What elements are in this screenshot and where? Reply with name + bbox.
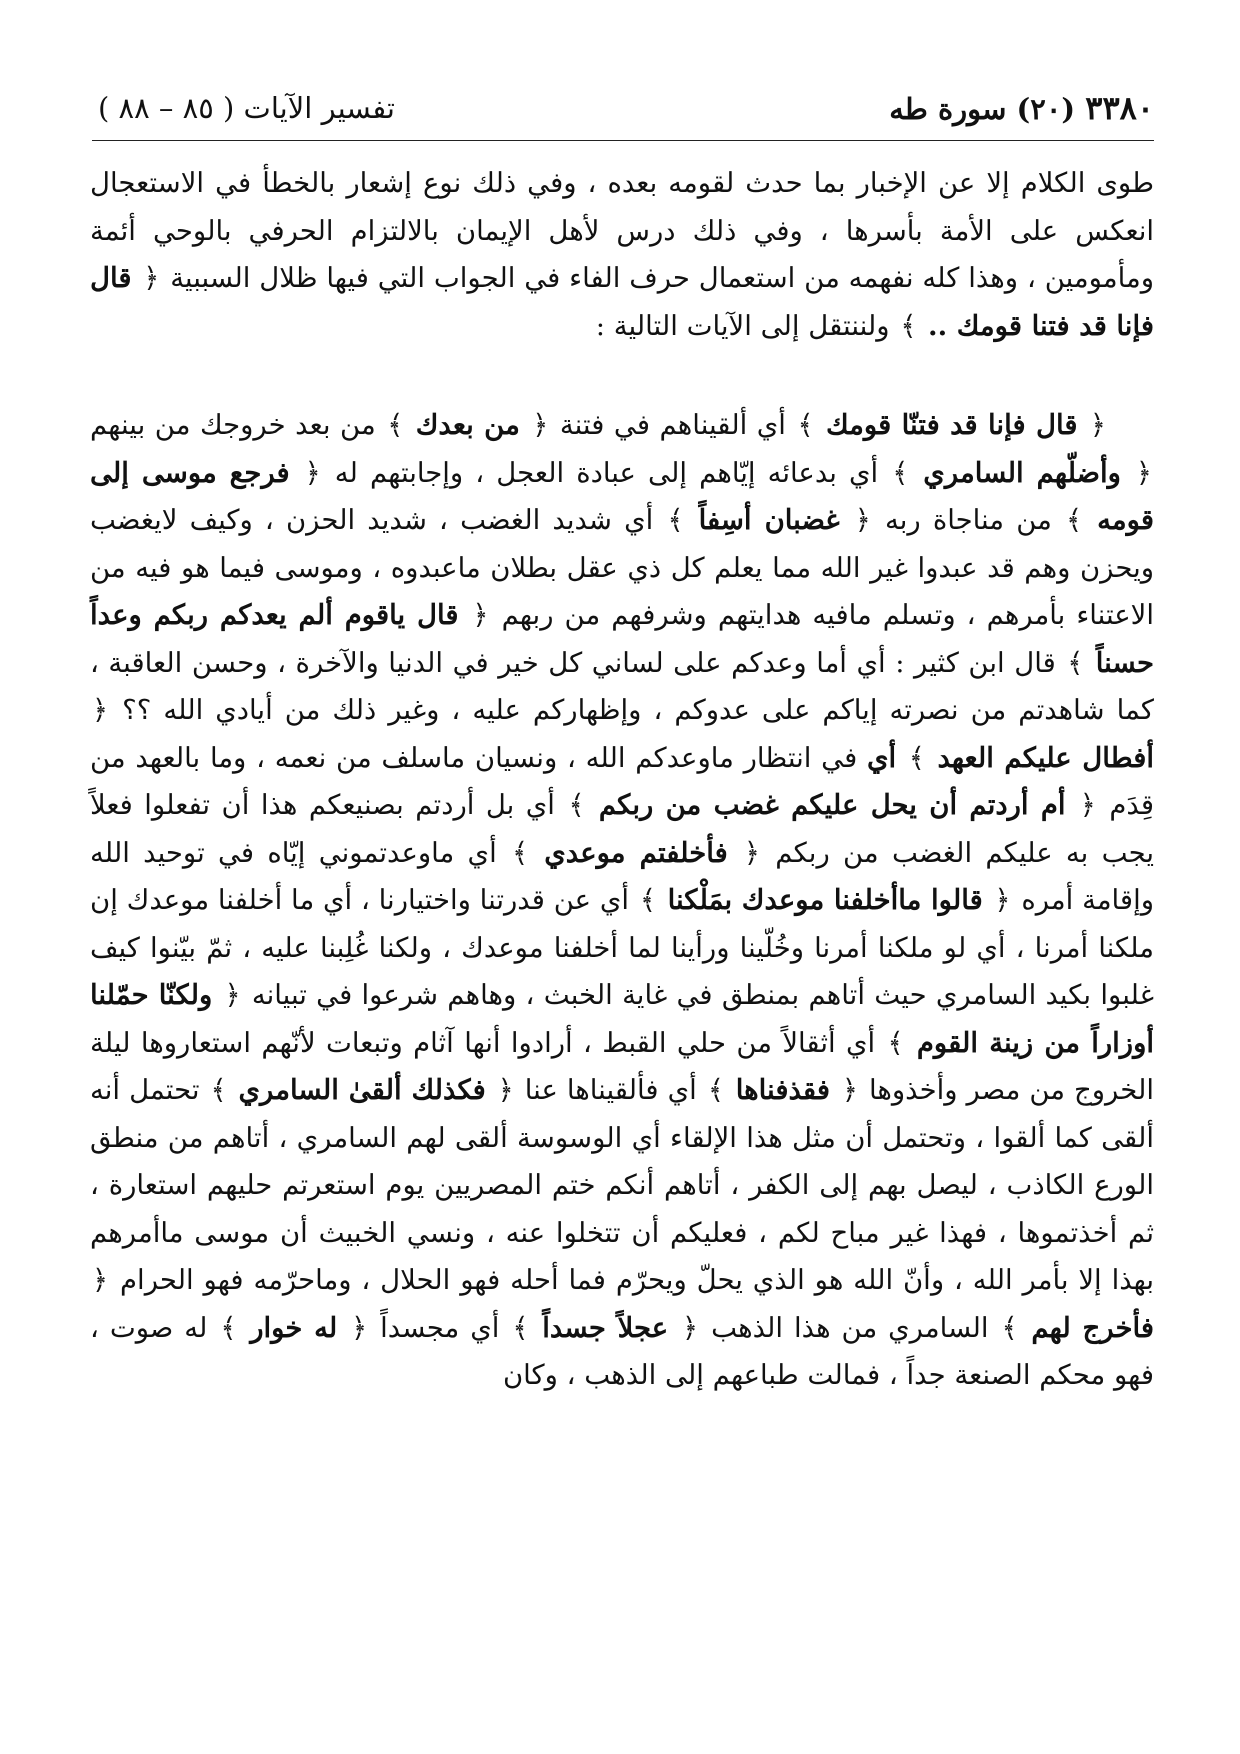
commentary-text: طوى الكلام إلا عن الإخبار بما حدث لقومه بعده ، وفي ذلك نوع إشعار بالخطأ في الاستعجال انعكس على الأمة بأسرها ، وفي ذلك درس لأهل الإيمان بالالتزام الحرفي بالوحي أئمة ومأمومين ، وهذا كله نفهمه من استعمال حرف الفاء في الجواب التي فيها ظلال السببية xyxy=(90,167,1154,294)
running-header xyxy=(98,80,1154,136)
quran-bracket: ﴾ xyxy=(707,1074,724,1106)
quran-bracket: ﴾ xyxy=(387,409,404,441)
quran-quote: أي xyxy=(866,741,907,774)
quran-quote: أفطال عليكم العهد xyxy=(926,741,1155,774)
quran-quote: فرجع موسى إلى قومه xyxy=(90,456,1155,536)
commentary-text: من مناجاة ربه xyxy=(872,504,1065,536)
commentary-text: له صوت ، فهو محكم الصنعة جداً ، فمالت طباعهم إلى الذهب ، وكان xyxy=(90,1311,1154,1391)
quran-bracket: ﴾ xyxy=(512,1311,529,1344)
surah-title: (٢٠) سورة طه xyxy=(889,92,1076,126)
quran-bracket: ﴿ xyxy=(682,1311,699,1344)
commentary-text: أي بدعائه إيّاهم إلى عبادة العجل ، وإجابتهم له xyxy=(322,456,891,489)
quran-bracket: ﴾ xyxy=(1066,504,1083,536)
quran-quote: قال ياقوم ألم يعدكم ربكم وعداً حسناً xyxy=(90,599,1154,679)
quran-quote: وأضلّهم السامري xyxy=(910,456,1134,489)
quran-quote: فقذفناها xyxy=(725,1074,840,1106)
quran-bracket: ﴿ xyxy=(743,836,761,869)
commentary-text: ولننتقل إلى الآيات التالية : xyxy=(595,309,899,342)
commentary-text: أي ماوعدتموني إيّاه في توحيد الله وإقامة أمره xyxy=(90,836,1155,916)
quran-bracket: ﴾ xyxy=(639,884,656,916)
quran-bracket: ﴿ xyxy=(472,599,489,631)
quran-bracket: ﴾ xyxy=(667,504,684,536)
quran-quote: أم أردتم أن يحل عليكم غضب من ربكم xyxy=(586,789,1078,821)
quran-quote: فأخرج لهم xyxy=(1019,1311,1154,1344)
quran-bracket: ﴿ xyxy=(92,1264,109,1296)
quran-bracket: ﴿ xyxy=(143,262,160,294)
quran-bracket: ﴾ xyxy=(900,309,917,342)
commentary-text: السامري من هذا الذهب xyxy=(700,1311,1000,1344)
quran-quote: قال فإنا قد فتنّا قومك xyxy=(815,409,1088,441)
header-right-group xyxy=(889,89,1154,127)
quran-quote: من بعدك xyxy=(405,409,531,441)
quran-bracket: ﴾ xyxy=(1067,646,1084,679)
commentary-text: أي فألقيناها عنا xyxy=(515,1074,706,1106)
commentary-text: أي عن قدرتنا واختيارنا ، أي ما أخلفنا موعدك إن ملكنا أمرنا ، أي لو ملكنا أمرنا وخُلّينا ورأينا لما أخلفنا موعدك ، ولكنا غُلِبنا عليه ، ثمّ بيّنوا كيف غلبوا بكيد السامري حيث أتاهم بمنطق في غاية الخبث ، وهاهم شرعوا في تبيانه xyxy=(90,884,1154,1011)
commentary-text: أي ألقيناهم في فتنة xyxy=(550,409,796,441)
quran-quote: له خوار xyxy=(238,1311,350,1344)
commentary-text: أي أثقالاً من حلي القبط ، أرادوا أنها آثام وتبعات لأنّهم استعاروها ليلة الخروج من مصر وأخذوها xyxy=(90,1026,1155,1106)
commentary-text: من بعد خروجك من بينهم xyxy=(90,409,386,441)
quran-bracket: ﴿ xyxy=(304,456,321,489)
commentary-text: أي شديد الغضب ، شديد الحزن ، وكيف لايغضب ويحزن وهم قد عبدوا غير الله مما يعلم كل ذي عقل بطلان ماعبدوه ، وموسى فيما هو فيه من الاعتناء بأمرهم ، وتسلم مافيه هدايتهم وشرفهم من ربهم xyxy=(90,504,1154,631)
commentary-text: تحتمل أنه ألقى كما ألقوا ، وتحتمل أن مثل هذا الإلقاء أي الوسوسة ألقى لهم السامري ، أتاهم من منطق الورع الكاذب ، ليصل بهم إلى الكفر ، أتاهم أنكم ختم المصريين يوم استعرتم حليهم استعارة ، ثم أخذتموها ، فهذا غير مباح لكم ، فعليكم أن تتخلوا عنه ، ونسي الخبيث أن موسى ماأمرهم بهذا إلا بأمر الله ، وأنّ الله هو الذي يحلّ ويحرّم فما أحله فهو الحلال ، وماحرّمه فهو الحرام xyxy=(90,1074,1154,1296)
quran-bracket: ﴿ xyxy=(1089,409,1106,441)
quran-quote: قال فإنا قد فتنا قومك .. xyxy=(90,262,1154,342)
quran-quote: عجلاً جسداً xyxy=(530,1311,680,1344)
quran-bracket: ﴾ xyxy=(1001,1311,1018,1344)
quran-bracket: ﴾ xyxy=(568,789,585,821)
quran-bracket: ﴿ xyxy=(224,979,241,1011)
section-title: تفسير الآيات ( ٨٥ – ٨٨ ) xyxy=(98,91,395,125)
commentary-text: قال ابن كثير : أي أما وعدكم على لساني كل خير في الدنيا والآخرة ، وحسن العاقبة ، كما شاهدتم من نصرته إياكم على عدوكم ، وإظهاركم عليه ، وغير ذلك من أيادي الله ؟؟ xyxy=(90,646,1154,726)
quran-quote: فكذلك ألقىٰ السامري xyxy=(228,1074,496,1106)
quran-bracket: ﴾ xyxy=(512,836,529,869)
quran-bracket: ﴿ xyxy=(532,409,549,441)
quran-bracket: ﴾ xyxy=(220,1311,237,1344)
quran-bracket: ﴾ xyxy=(210,1074,227,1106)
paragraph-intro xyxy=(90,160,1154,350)
quran-bracket: ﴿ xyxy=(497,1074,514,1106)
quran-bracket: ﴿ xyxy=(1079,789,1096,821)
header-divider xyxy=(92,140,1154,141)
page-number: ٣٣٨٠ xyxy=(1085,89,1154,127)
commentary-text: في انتظار ماوعدكم الله ، ونسيان ماسلف من نعمه ، وما بالعهد من قِدَم xyxy=(90,741,1155,821)
quran-bracket: ﴾ xyxy=(887,1026,904,1059)
quran-bracket: ﴿ xyxy=(841,1074,858,1106)
quran-bracket: ﴾ xyxy=(797,409,814,441)
quran-quote: غضبان أسِفاً xyxy=(685,504,853,536)
quran-bracket: ﴾ xyxy=(908,741,925,774)
commentary-text: أي مجسداً xyxy=(369,1311,511,1344)
quran-bracket: ﴿ xyxy=(1135,456,1152,489)
paragraph-commentary xyxy=(90,402,1154,1400)
quran-bracket: ﴿ xyxy=(351,1311,368,1344)
quran-bracket: ﴿ xyxy=(92,694,109,726)
quran-quote: قالوا ماأخلفنا موعدك بمَلْكنا xyxy=(657,884,993,916)
quran-bracket: ﴾ xyxy=(892,456,909,489)
commentary-text: أي بل أردتم بصنيعكم هذا أن تفعلوا فعلاً يجب به عليكم الغضب من ربكم xyxy=(90,789,1155,869)
quran-bracket: ﴿ xyxy=(854,504,871,536)
quran-quote: فأخلفتم موعدي xyxy=(530,836,742,869)
quran-bracket: ﴿ xyxy=(994,884,1011,916)
quran-quote: ولكنّا حمّلنا أوزاراً من زينة القوم xyxy=(90,979,1154,1059)
